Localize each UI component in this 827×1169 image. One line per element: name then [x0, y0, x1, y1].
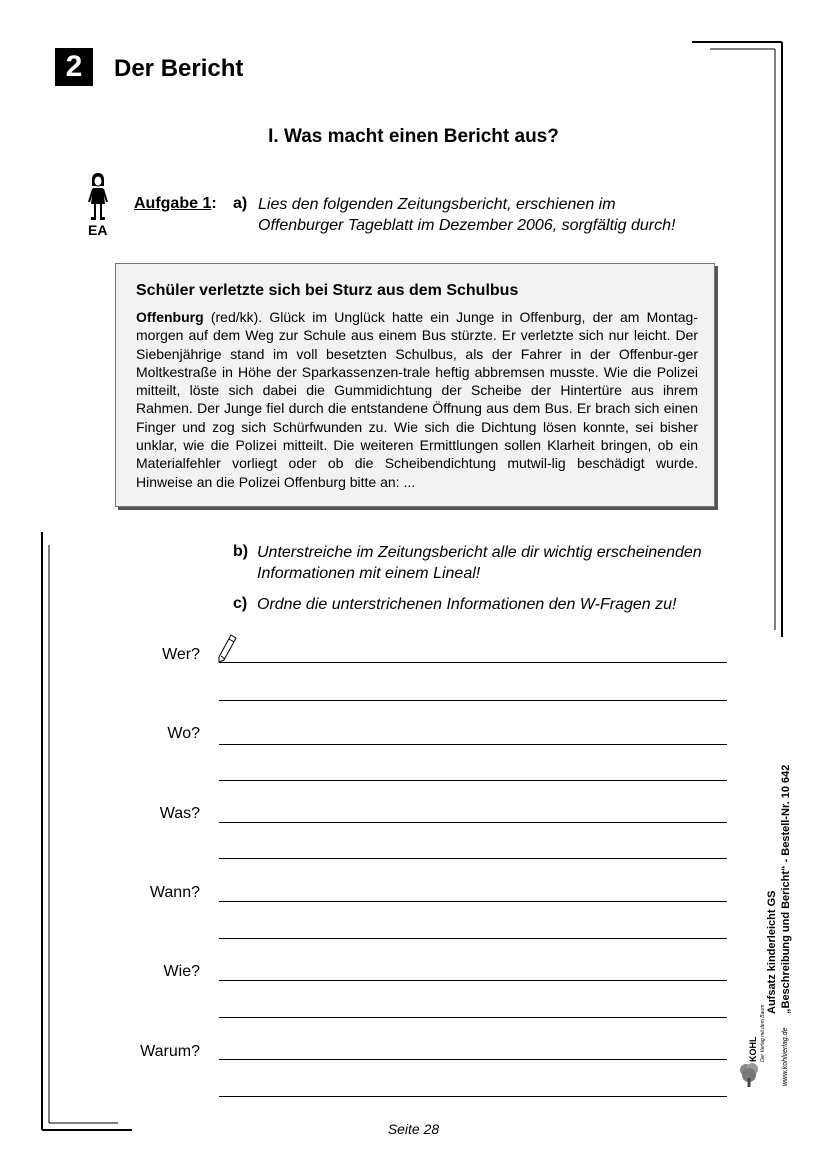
- task-a-letter: a): [233, 195, 248, 212]
- task-label-colon: :: [211, 195, 217, 212]
- task-a-line1: Lies den folgenden Zeitungsbericht, erschienen im: [258, 196, 616, 213]
- question-wer: Wer?: [162, 646, 200, 663]
- task-b-line1: Unterstreiche im Zeitungsbericht alle dir wichtig erscheinenden: [257, 544, 702, 561]
- article-text: (red/kk). Glück im Unglück hatte ein Junge in Offenburg, der am Montag-morgen auf dem Weg zur Schule aus einem Bus stürzte. Er verletzte sich nur leicht. Der Siebenjährige stand im voll besetzten Schulbus, als der Fahrer in der Offenbur-ger Moltkestraße in Höhe der Sparkassenzen-trale heftig abbremsen musste. Wie die Polizei mitteilt, löste sich dabei die Gummidichtung der Scheibe der Hintertüre aus ihrem Rahmen. Der Junge fiel durch die entstandene Öffnung aus dem Bus. Er brach sich einen Finger und zog sich Schürfwunden zu. Wie sich die Dichtung lösen konnte, sei bisher unklar, wie die Polizei mitteilt. Die weiteren Ermittlungen sollen Klarheit bringen, ob ein Materialfehler vorliegt oder ob die Scheibendichtung mutwil-lig beschädigt wurde. Hinweise an die Polizei Offenburg bitte an: ...: [136, 309, 698, 490]
- question-wie: Wie?: [163, 963, 200, 980]
- article-dateline: Offenburg: [136, 309, 204, 325]
- work-mode-label: EA: [88, 222, 108, 238]
- chapter-number: 2: [55, 48, 93, 86]
- question-wann: Wann?: [149, 884, 200, 901]
- question-warum: Warum?: [140, 1043, 200, 1060]
- publisher-tagline: Der Verlag mit dem Baum: [760, 1004, 766, 1062]
- answer-line[interactable]: [219, 901, 727, 902]
- answer-line[interactable]: [219, 980, 727, 981]
- question-wo: Wo?: [167, 725, 200, 742]
- answer-line[interactable]: [219, 780, 727, 781]
- article-body: [136, 308, 698, 491]
- answer-line[interactable]: [219, 1096, 727, 1097]
- sidebar-order-info: „Beschreibung und Bericht“ - Bestell-Nr. 10 642: [780, 764, 792, 1014]
- answer-line[interactable]: [219, 1017, 727, 1018]
- sidebar-title: Aufsatz kinderleicht GS: [766, 890, 778, 1014]
- task-a-line2: Offenburger Tageblatt im Dezember 2006, sorgfältig durch!: [258, 217, 676, 234]
- answer-line[interactable]: [219, 744, 727, 745]
- answer-line[interactable]: [219, 822, 727, 823]
- task-c-letter: c): [233, 595, 248, 612]
- page-number: Seite 28: [387, 1121, 440, 1137]
- task-b-letter: b): [233, 543, 249, 560]
- article-headline: Schüler verletzte sich bei Sturz aus dem Schulbus: [136, 282, 519, 299]
- task-label-text: Aufgabe 1: [134, 195, 212, 212]
- answer-line[interactable]: [219, 1059, 727, 1060]
- chapter-title: Der Bericht: [114, 55, 244, 82]
- question-was: Was?: [159, 805, 200, 822]
- publisher-website: www.kohlverlag.de: [782, 1027, 789, 1086]
- task-label: [134, 195, 217, 213]
- publisher-name: KOHL: [748, 1036, 758, 1062]
- answer-line[interactable]: [219, 662, 727, 663]
- newspaper-article: [115, 263, 715, 507]
- answer-line[interactable]: [219, 700, 727, 701]
- section-title: I. Was macht einen Bericht aus?: [268, 126, 559, 147]
- task-c-text: Ordne die unterstrichenen Informationen den W-Fragen zu!: [257, 596, 677, 613]
- tree-logo-icon: [739, 1062, 759, 1088]
- answer-line[interactable]: [219, 938, 727, 939]
- task-b-line2: Informationen mit einem Lineal!: [257, 565, 481, 582]
- person-icon: [86, 172, 110, 222]
- pencil-icon: [217, 634, 237, 664]
- answer-line[interactable]: [219, 858, 727, 859]
